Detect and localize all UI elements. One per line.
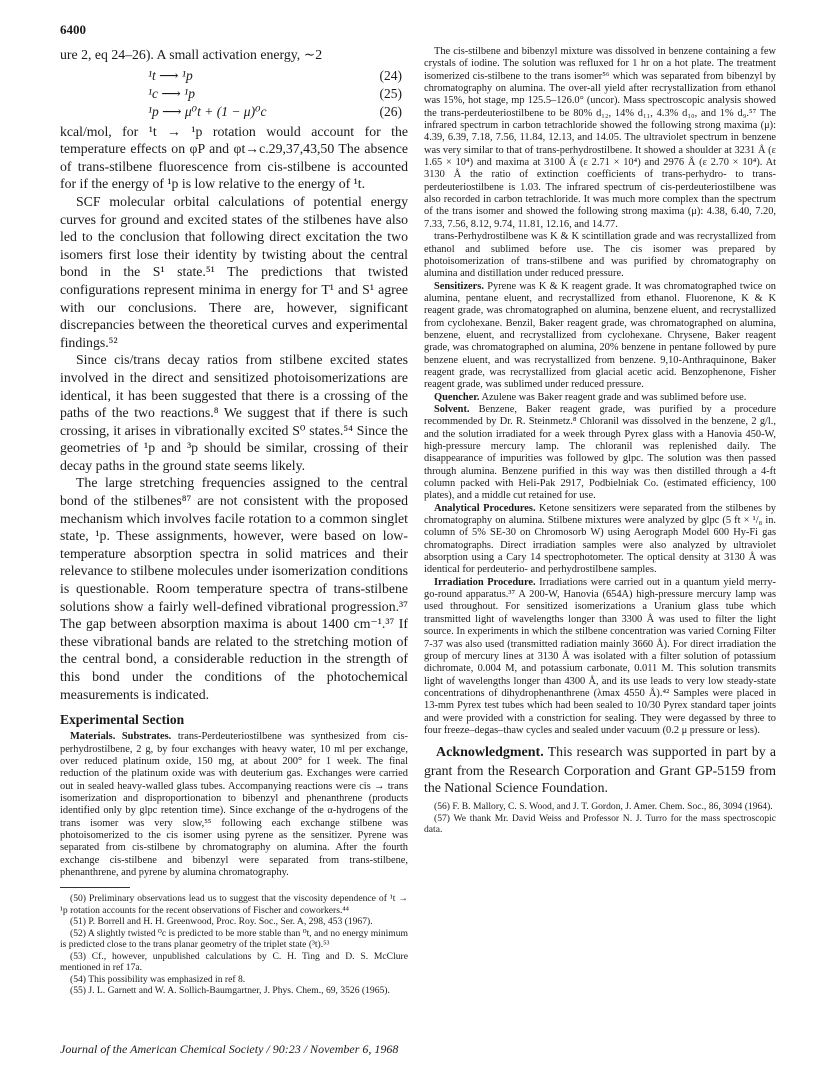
section-title-experimental: Experimental Section [60, 712, 185, 728]
paragraph-perhydrostilbene: trans-Perhydrostilbene was K & K scintillation grade and was recrystallized from ethanol and sublimed before use. The cis isomer was prepared by photoisomerization of trans-stilbene and was purified by chromatography on alumina and distillation under reduced pressure. [424, 231, 776, 280]
footnote-51: (51) P. Borrell and H. H. Greenwood, Proc. Roy. Soc., Ser. A, 298, 453 (1967). [70, 916, 373, 928]
page-number: 6400 [60, 22, 86, 37]
footnote-53: (53) Cf., however, unpublished calculations by C. H. Ting and D. S. McClure mentioned in ref 17a. [60, 950, 408, 974]
run-in-heading: Solvent. [434, 403, 470, 415]
paragraph-text: Pyrene was K & K reagent grade. It was chromatographed twice on alumina, pentane eluent, and recrystallized from ethanol. Fluorenone, K & K reagent grade, was chromatographed on alumina, benzene eluent, and recrystallized from cyclohexane. Benzil, Baker reagent grade, was chromatographed on alumina, benzene, eluent, and recrystallized from cyclohexane. Chrysene, Baker reagent grade, was chromatographed on alumina, 20% benzene in pentane followed by pure benzene eluent, and was recrystallized from benzene. 9,10-Anthraquinone, Baker reagent grade, was recrystallized from glacial acetic acid. Benzophenone, Fisher reagent grade, was sublimed under reduced pressure. [424, 280, 776, 391]
run-in-heading: Quencher. [434, 391, 480, 403]
paragraph-stretching-frequencies: The large stretching frequencies assigned to the central bond of the stilbenes⁸⁷ are not consistent with the proposed mechanism which involves facile rotation to a common singlet state, ¹p. These assignments, however, were based on low-temperature absorption spectra in solid matrices and their relevance to stilbene molecules under isomerization conditions is questionable. Room temperature spectra of trans-stilbene solutions show a fairly well-defined vibrational progression.³⁷ The gap between absorption maxima is about 1400 cm⁻¹.³⁷ If these vibrational bands are related to the stretching motion of the central bond, a considerable reduction in the strength of this bond under the conditions of the photochemical measurements is indicated. [60, 475, 408, 702]
equation-number: (25) [379, 85, 402, 101]
paragraph-text: This research was supported in part by a grant from the Research Corporation and Grant GP-5159 from the National Science Foundation. [424, 744, 776, 796]
equation-26 [60, 103, 408, 121]
footnote-56: (56) F. B. Mallory, C. S. Wood, and J. T. Gordon, J. Amer. Chem. Soc., 86, 3094 (1964). [434, 801, 773, 813]
paragraph-acknowledgment [424, 743, 776, 797]
footnote-54: (54) This possibility was emphasized in ref 8. [70, 973, 246, 985]
equation-expression: ¹t ⟶ ¹p [148, 67, 193, 83]
equation-number: (26) [379, 103, 402, 119]
paragraph-materials [60, 731, 408, 879]
run-in-heading: Analytical Procedures. [434, 502, 536, 514]
run-in-heading: Materials. Substrates. [70, 731, 172, 743]
paragraph-text: Benzene, Baker reagent grade, was purified by a procedure recommended by Dr. R. Steinmetz.⁸ Chloranil was dissolved in the benzene, 2 g/l., and the solution irradiated for a week through Pyrex glass with a Hanovia 450-W, high-pressure mercury lamp. The chloranil was replenished daily. The disappearance of impurities was followed by glpc. The solution was then passed through alumina. Benzene purified in this way was then distilled through a 4-ft column packed with Heli-Pak 2917, Podbielniak Co. (estimated efficiency, 100 plates), and a middle cut retained for use. [424, 403, 776, 502]
equation-expression: ¹p ⟶ μ⁰t + (1 − μ)⁰c [148, 103, 267, 119]
paragraph-intro: ure 2, eq 24–26). A small activation energy, ∼2 [60, 47, 323, 62]
equation-24 [60, 67, 408, 85]
paragraph-solvent [424, 404, 776, 503]
right-column [424, 46, 776, 836]
left-column [60, 46, 408, 997]
equation-expression: ¹c ⟶ ¹p [148, 85, 195, 101]
footnote-52: (52) A slightly twisted ⁰c is predicted to be more stable than ⁰t, and no energy minimum is predicted close to the trans planar geometry of the triplet state (³t).⁵³ [60, 927, 408, 951]
equation-number: (24) [379, 67, 402, 83]
paragraph-analytical-procedures [424, 503, 776, 577]
equation-block [60, 67, 408, 121]
equation-25 [60, 85, 408, 103]
paragraph-text: Ketone sensitizers were separated from the stilbenes by chromatography on alumina. Stilbene mixtures were analyzed by glpc (5 ft × ¹/₈ in. column of 5% SE-30 on Chromosorb W) using Aerograph Model 600 Hy-Fi gas chromatographs. Direct irradiation samples were also analyzed by ultraviolet absorption using a Cary 14 spectrophotometer. The optical density at 3130 Å was identical for perdeuterio- and perhydrostilbene samples. [424, 502, 776, 576]
acknowledgment-heading: Acknowledgment. [436, 745, 544, 761]
paragraph-stilbene-mixture: The cis-stilbene and bibenzyl mixture was dissolved in benzene containing a few crystals of iodine. The solution was refluxed for 1 hr on a hot plate. The treatment isomerized cis-stilbene to the trans isomer⁵⁶ which was separated from bibenzyl by chromatography on alumina. The over-all yield after recrystallization from ethanol was 15%, hot stage, mp 125.5–126.0° (uncor). Mass spectroscopic analysis showed the trans-perdeuteriostilbene to be 80% d₁₂, 14% d₁₁, 4.3% d₁₀, and 1% d₉.⁵⁷ The infrared spectrum in carbon tetrachloride showed the following strong maxima (μ): 4.39, 6.39, 7.18, 7.56, 11.84, 12.13, and 14.05. The ultraviolet spectrum in benzene was very similar to that of trans-perhydrostilbene. It showed a shoulder at 3231 Å (ε 1.65 × 10⁴) and maxima at 3100 Å (ε 2.71 × 10⁴) and 2976 Å (ε 2.70 × 10⁴). At 3130 Å the ratio of extinction coefficients of trans-perhydro- to trans-perdeuteriostilbene is 1.03. The infrared spectrum of cis-perdeuteriostilbene was also recorded in carbon tetrachloride. It was much more complex than the spectrum of the trans isomer and showed the following strong maxima (μ): 4.38, 6.40, 7.20, 7.33, 7.56, 8.12, 9.74, 11.81, 12.16, and 14.77. [424, 46, 776, 230]
paragraph-scf-calculations: SCF molecular orbital calculations of potential energy curves for ground and excited states of the stilbenes have also led to the conclusion that following direct excitation the two isomers first lose their identity by twisting about the central bond in the S¹ state.⁵¹ The predictions that twisted configurations represent minima in energy for T¹ and S¹ agree with our conclusions. There are, however, significant discrepancies between the theoretical curves and experimental findings.⁵² [60, 193, 408, 350]
run-in-heading: Irradiation Procedure. [434, 576, 536, 588]
run-in-heading: Sensitizers. [434, 280, 484, 292]
paragraph-activation-energy: kcal/mol, for ¹t → ¹p rotation would account for the temperature effects on φP and φt→c.29,37,43,50 The absence of trans-stilbene fluorescence from cis-stilbene is accounted for if the energy of ¹p is low relative to the energy of ¹t. [60, 123, 408, 192]
footnote-divider [60, 887, 130, 888]
paragraph-irradiation-procedure [424, 577, 776, 737]
paragraph-decay-ratios: Since cis/trans decay ratios from stilbene excited states involved in the direct and sensitized photoisomerizations are identical, it has been suggested that there is a crossing of the paths of the two reactions.⁸ We suggest that if there is such crossing, it arises in vibrationally excited S⁰ states.⁵⁴ Since the geometries of ¹p and ³p should be similar, crossing of their decay paths in the ground state seems likely. [60, 352, 408, 473]
footnote-55: (55) J. L. Garnett and W. A. Sollich-Baumgartner, J. Phys. Chem., 69, 3526 (1965). [70, 985, 390, 997]
paragraph-text: trans-Perdeuteriostilbene was synthesized from cis-perhydrostilbene, 2 g, by four exchanges with heavy water, 10 ml per exchange, over reduced platinum oxide, 150 mg, at about 200° for 1 week. The final reduction of the platinum oxide was with deuterium gas. Exchanges were carried out in sealed heavy-walled glass tubes. Accompanying reactions were cis → trans isomerization and disproportionation to bibenzyl and phenanthrene (products identified only by glpc retention time). Since exchange of the α-hydrogens of the trans isomer was very slow,⁵⁵ following each exchange stilbene was photoisomerized to the cis isomer using pyrene as the sensitizer. Pyrene was separated from cis-stilbene by chromatography on alumina. After the fourth exchange cis-stilbene and bibenzyl were separated from trans-stilbene, phenanthrene, and pyrene by alumina chromatography. [60, 731, 408, 878]
paragraph-text: Irradiations were carried out in a quantum yield merry-go-round apparatus.³⁷ A 200-W, Hanovia (654A) high-pressure mercury lamp was used throughout. For sensitized isomerizations a Uranium glass tube which transmitted light of wavelengths longer than 3300 Å was used to filter the light source. In experiments in which the stilbene concentration was varied Corning Filter 7-37 was also used (transmitted radiation mainly 3660 Å). For direct irradiation the group of mercury lines at 3130 Å was isolated with a filter solution of potassium dichromate, 0.004 M, and potassium carbonate, 0.011 M. This solution transmits light of wavelengths longer than 4300 Å, and its use leads to very low steady-state concentrations of dihydrophenanthrene (λmax 4550 Å).⁴² Samples were placed in 13-mm Pyrex test tubes which had been sealed to 10/30 Pyrex standard taper joints and were provided with a constriction for sealing. They were degassed by three to four freeze–degas–thaw cycles and sealed under vacuum (0.2 μ pressure or less). [424, 576, 776, 736]
paragraph-text: Azulene was Baker reagent grade and was sublimed before use. [479, 391, 747, 403]
footnote-50: (50) Preliminary observations lead us to suggest that the viscosity dependence of ¹t → ¹p rotation accounts for the recent observations of Fischer and coworkers.⁴⁴ [60, 893, 408, 916]
journal-footer: Journal of the American Chemical Society / 90:23 / November 6, 1968 [60, 1042, 399, 1056]
paragraph-sensitizers [424, 281, 776, 392]
paragraph-quencher [424, 392, 776, 404]
footnote-57: (57) We thank Mr. David Weiss and Professor N. J. Turro for the mass spectroscopic data. [424, 812, 776, 836]
